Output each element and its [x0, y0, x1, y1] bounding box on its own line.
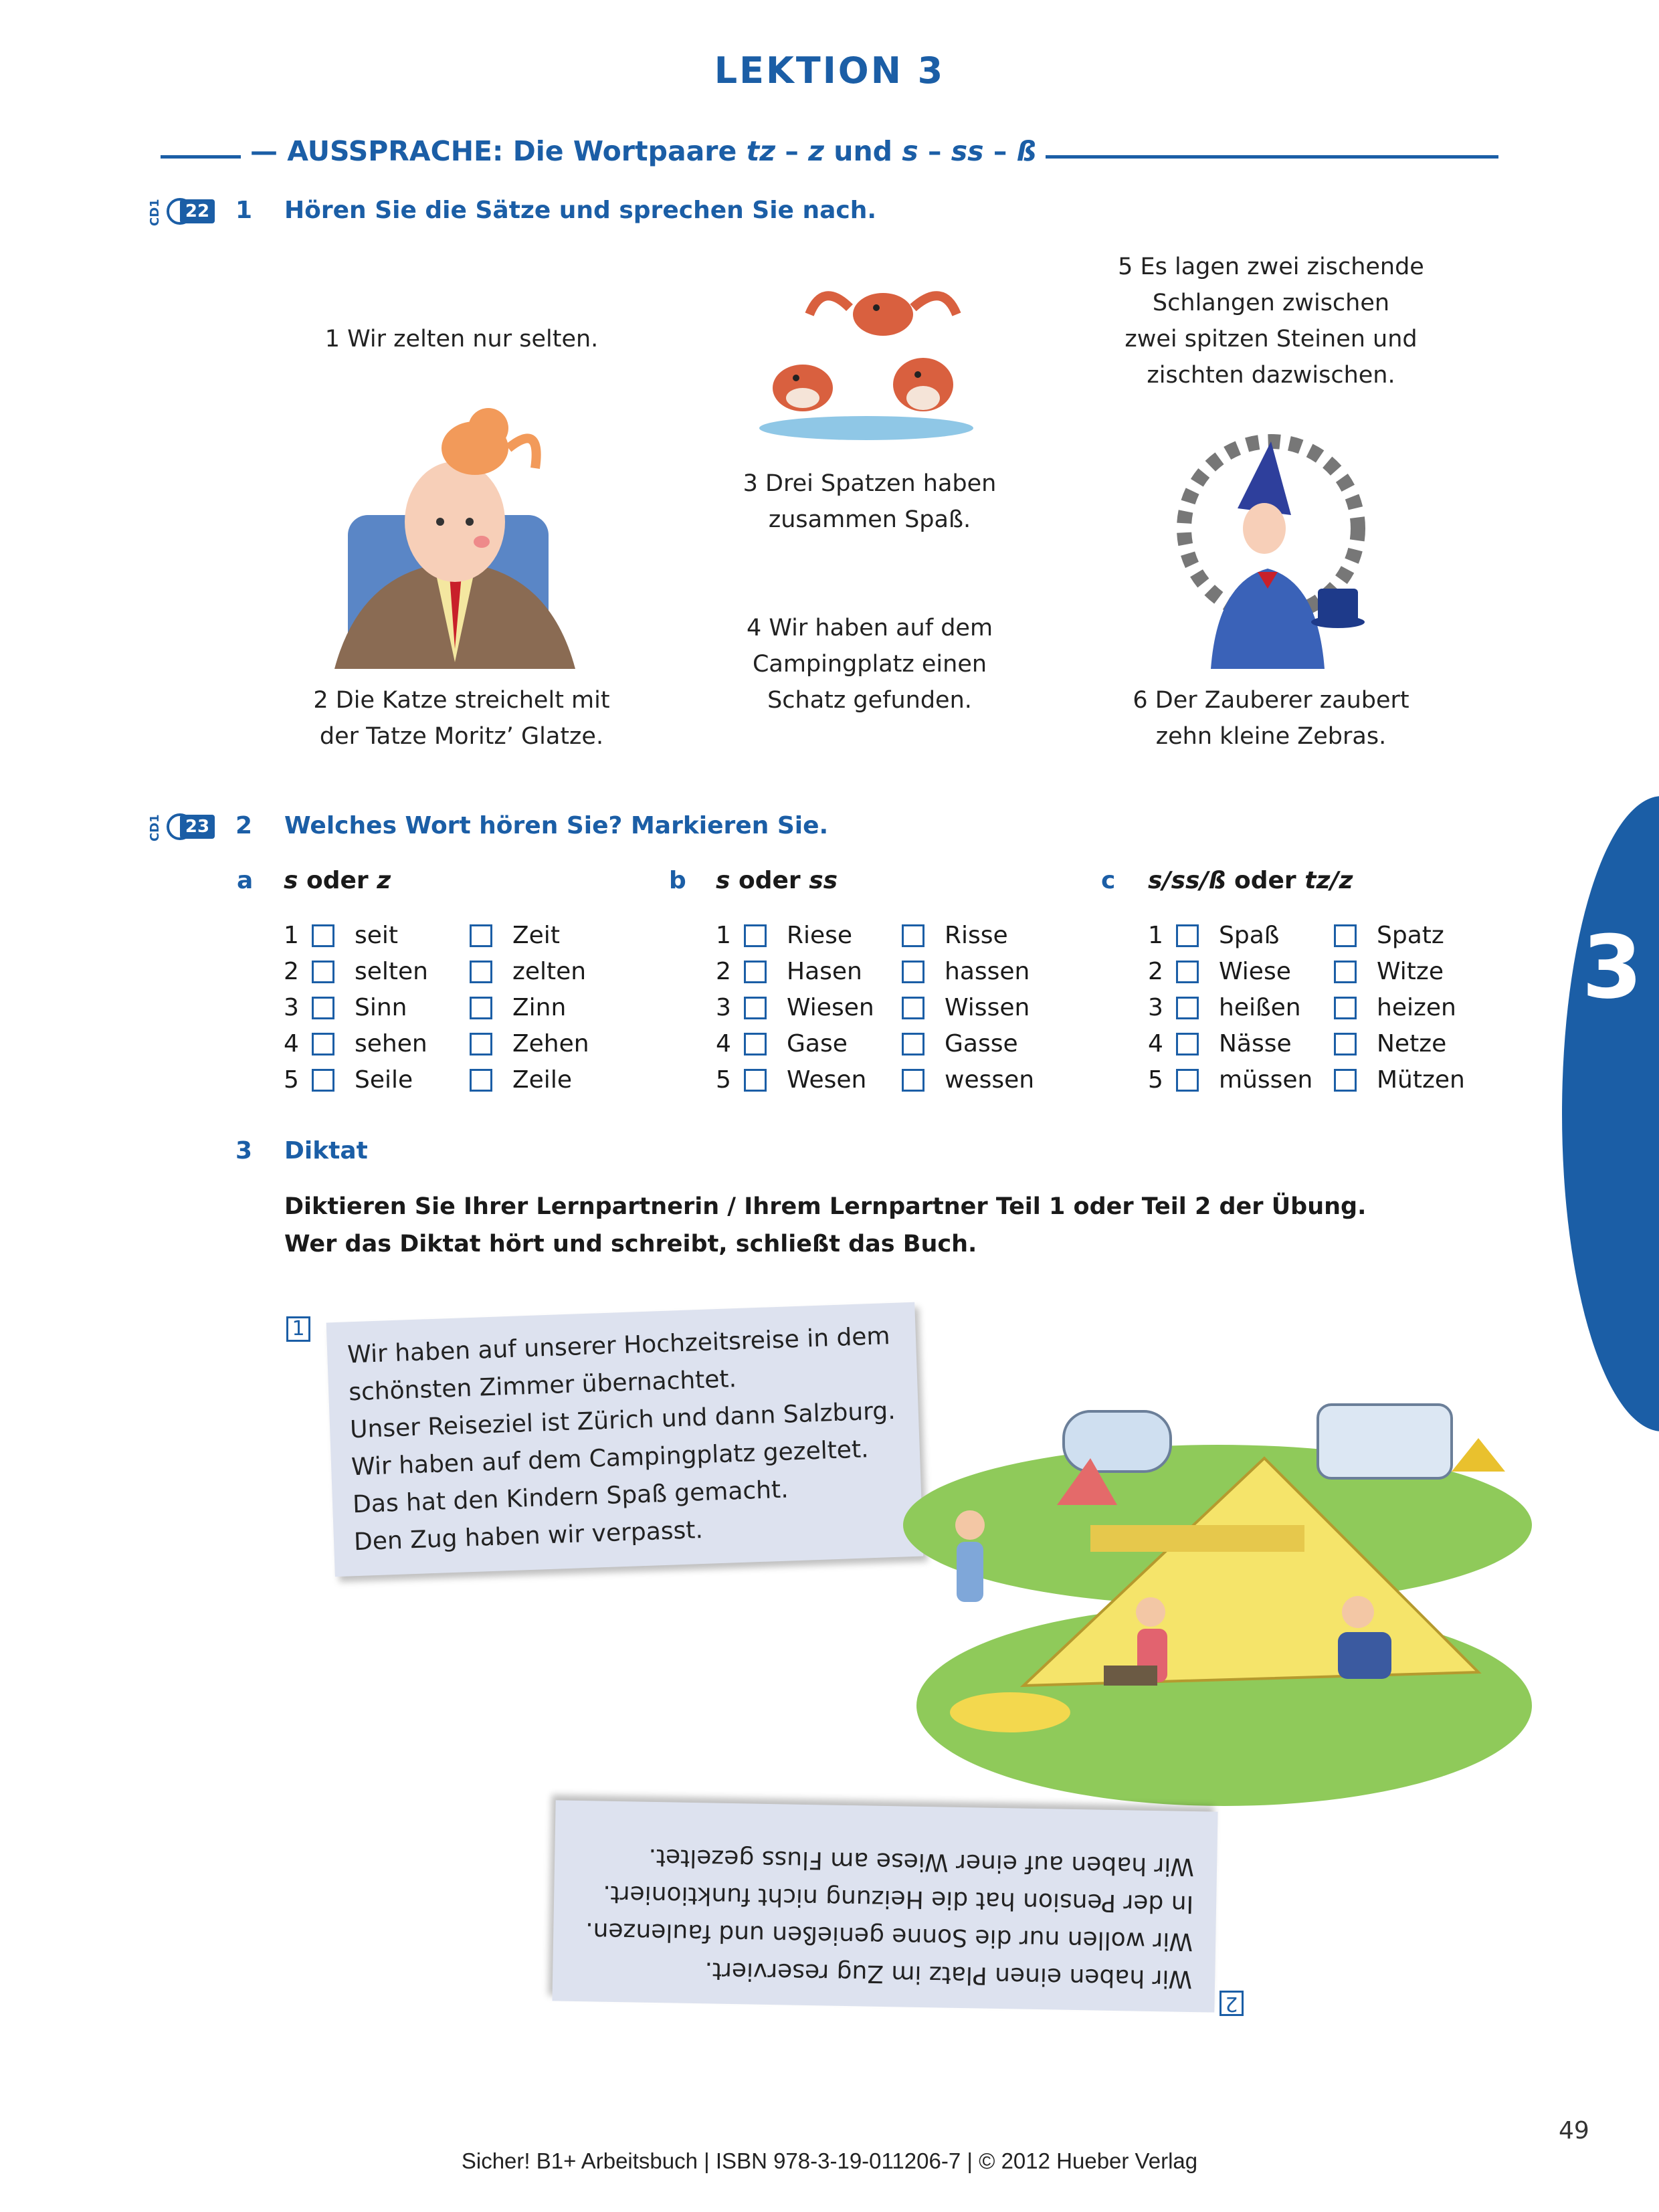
option-row: 2 Wiese Witze — [1148, 958, 1444, 985]
checkbox-a5-left[interactable] — [312, 1069, 334, 1092]
checkbox-c1-left[interactable] — [1176, 924, 1199, 947]
option-row: 2 Hasen hassen — [716, 958, 1030, 985]
option-row: 4 Gase Gasse — [716, 1030, 1018, 1058]
checkbox-b4-right[interactable] — [902, 1033, 924, 1055]
exercise-3-title: Diktat — [284, 1137, 368, 1165]
sentence-1: 1 Wir zelten nur selten. — [324, 326, 599, 353]
section-title: — AUSSPRACHE: Die Wortpaare tz – z und s – ss – ß — [241, 135, 1046, 167]
sentence-5: 5 Es lagen zwei zischende Schlangen zwischen zwei spitzen Steinen und zischten dazwischen. — [1118, 254, 1424, 389]
checkbox-a1-left[interactable] — [312, 924, 334, 947]
group-b-heading: b s oder ss — [669, 867, 838, 894]
footer-credit: Sicher! B1+ Arbeitsbuch | ISBN 978-3-19-011206-7 | © 2012 Hueber Verlag — [461, 2148, 1198, 2173]
checkbox-c3-left[interactable] — [1176, 997, 1199, 1019]
option-row: 3 Sinn Zinn — [284, 994, 567, 1021]
checkbox-c4-right[interactable] — [1334, 1033, 1357, 1055]
group-a-heading: a s oder z — [237, 867, 391, 894]
exercise-2-instruction: Welches Wort hören Sie? Markieren Sie. — [284, 812, 829, 839]
checkbox-b1-right[interactable] — [902, 924, 924, 947]
checkbox-a2-right[interactable] — [470, 961, 492, 983]
sentence-2: 2 Die Katze streichelt mit der Tatze Moritz’ Glatze. — [313, 687, 610, 750]
checkbox-c4-left[interactable] — [1176, 1033, 1199, 1055]
sentence-6: 6 Der Zauberer zaubert zehn kleine Zebras. — [1133, 687, 1409, 750]
checkbox-b2-left[interactable] — [744, 961, 767, 983]
checkbox-b3-right[interactable] — [902, 997, 924, 1019]
checkbox-c1-right[interactable] — [1334, 924, 1357, 947]
exercise-3-instruction: Diktieren Sie Ihrer Lernpartnerin / Ihrem Lernpartner Teil 1 oder Teil 2 der Übung. Wer das Diktat hört und schreibt, schließt das Buch. — [284, 1193, 1367, 1258]
option-row: 3 Wiesen Wissen — [716, 994, 1030, 1021]
exercise-3-number: 3 — [235, 1137, 253, 1165]
checkbox-b2-right[interactable] — [902, 961, 924, 983]
checkbox-b3-left[interactable] — [744, 997, 767, 1019]
exercise-1-number: 1 — [235, 197, 253, 224]
sentence-3: 3 Drei Spatzen haben zusammen Spaß. — [743, 470, 997, 533]
exercise-1-instruction: Hören Sie die Sätze und sprechen Sie nach. — [284, 197, 877, 224]
dictation-card-part-1: Wir haben auf unserer Hochzeitsreise in dem schönsten Zimmer übernachtet. Unser Reiseziel ist Zürich und dann Salzburg. Wir haben auf dem Campingplatz gezeltet. Das hat den Kindern Spaß gemacht. Den Zug haben wir verpasst. — [326, 1302, 924, 1577]
option-row: 5 Wesen wessen — [716, 1066, 1035, 1094]
option-row: 3 heißen heizen — [1148, 994, 1456, 1021]
checkbox-b5-left[interactable] — [744, 1069, 767, 1092]
checkbox-a1-right[interactable] — [470, 924, 492, 947]
option-row: 5 müssen Mützen — [1148, 1066, 1465, 1094]
option-row: 1 Spaß Spatz — [1148, 922, 1444, 949]
lesson-title: LEKTION 3 — [714, 49, 945, 92]
checkbox-b4-left[interactable] — [744, 1033, 767, 1055]
chapter-tab-number: 3 — [1581, 916, 1643, 1018]
checkbox-b1-left[interactable] — [744, 924, 767, 947]
dictation-card-part-2: Wir haben einen Platz im Zug reserviert. Wir wollen nur die Sonne genießen und faulenzen. In der Pension hat die Heizung nicht funktioniert. Wir haben auf einer Wiese am Fluss gezeltet. — [552, 1800, 1217, 2012]
illustration-magician — [1157, 428, 1385, 676]
checkbox-a4-right[interactable] — [470, 1033, 492, 1055]
section-heading — [161, 131, 1472, 179]
illustration-sparrows — [743, 268, 990, 448]
checkbox-c5-left[interactable] — [1176, 1069, 1199, 1092]
sentence-4: 4 Wir haben auf dem Campingplatz einen Schatz gefunden. — [746, 615, 993, 714]
chapter-tab — [1562, 796, 1659, 1431]
option-row: 5 Seile Zeile — [284, 1066, 572, 1094]
audio-track-22[interactable]: CD1 22 — [144, 197, 211, 226]
checkbox-a3-right[interactable] — [470, 997, 492, 1019]
illustration-man-with-cat — [321, 408, 589, 676]
part-1-label: 1 — [286, 1316, 310, 1342]
checkbox-c2-left[interactable] — [1176, 961, 1199, 983]
page-number: 49 — [1559, 2117, 1589, 2144]
option-row: 4 Nässe Netze — [1148, 1030, 1447, 1058]
exercise-2-number: 2 — [235, 812, 253, 839]
illustration-camping-scene — [890, 1391, 1545, 1813]
checkbox-c5-right[interactable] — [1334, 1069, 1357, 1092]
audio-track-23[interactable]: CD1 23 — [144, 812, 211, 841]
option-row: 4 sehen Zehen — [284, 1030, 589, 1058]
group-c-heading: c s/ss/ß oder tz/z — [1101, 867, 1353, 894]
checkbox-a2-left[interactable] — [312, 961, 334, 983]
option-row: 2 selten zelten — [284, 958, 587, 985]
checkbox-b5-right[interactable] — [902, 1069, 924, 1092]
checkbox-c2-right[interactable] — [1334, 961, 1357, 983]
checkbox-c3-right[interactable] — [1334, 997, 1357, 1019]
option-row: 1 Riese Risse — [716, 922, 1008, 949]
part-2-label: 2 — [1219, 1991, 1244, 2016]
checkbox-a5-right[interactable] — [470, 1069, 492, 1092]
checkbox-a4-left[interactable] — [312, 1033, 334, 1055]
checkbox-a3-left[interactable] — [312, 997, 334, 1019]
option-row: 1 seit Zeit — [284, 922, 560, 949]
